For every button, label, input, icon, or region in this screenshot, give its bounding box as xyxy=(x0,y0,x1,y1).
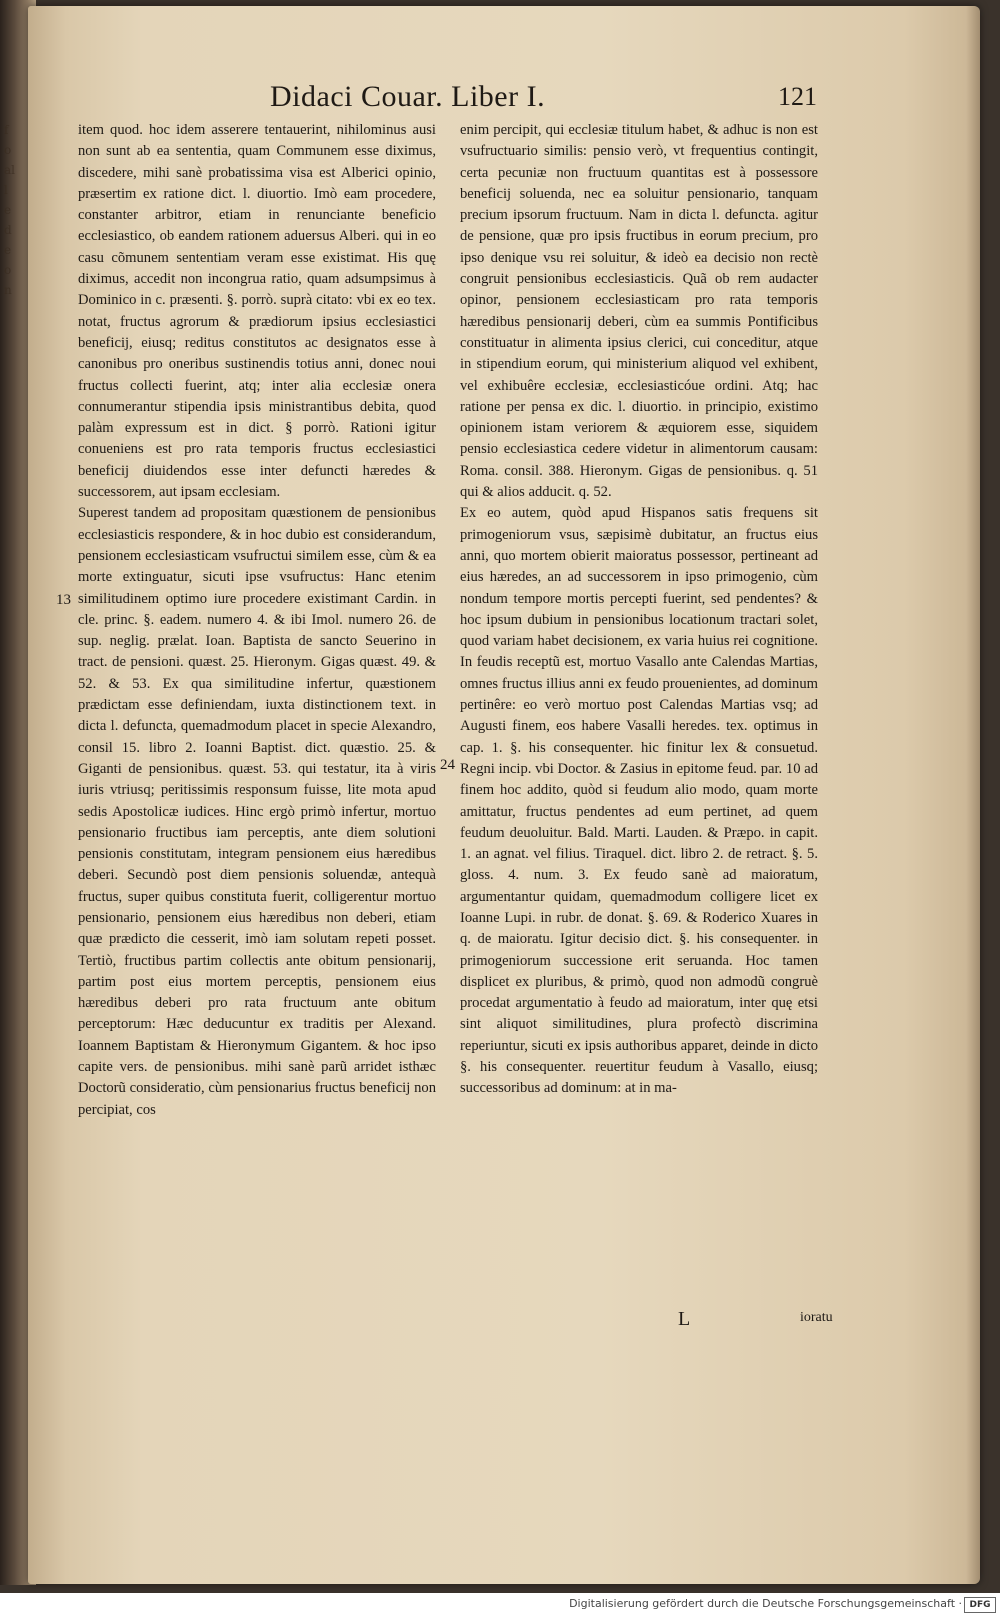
margin-number-13: 13 xyxy=(56,592,71,608)
running-head: Didaci Couar. Liber I. xyxy=(270,80,546,113)
margin-number-24: 24 xyxy=(440,757,455,773)
left-paragraph-1: item quod. hoc idem asserere tentauerint, nihilominus ausi non sunt ab ea sententia, quam Communem esse diximus, discedere, mihi sanè probatissima visa est Alberici opinio, præsertim ex ratione dict. l. diuortio. Imò eam procedere, constanter arbitror, etiam in renunciante beneficio ecclesiastico, ob eandem rationem aduersus Alberi. qui in eo casu cõmunem sententiam veram esse existimat. His quę diximus, accedit non incongrua ratio, quam adsumpsimus à Dominico in c. præsenti. §. porrò. suprà citato: vbi ex eo tex. notat, fructus agrorum & prædiorum ipsius ecclesiastici beneficij, eiusq; reditus constitutos ac designatos esse à canonibus pro oneribus sustinendis totius anni, donec noui fructus collecti fuerint, atq; inter alia ecclesiæ onera connumerantur stipendia ipsis ministrantibus debita, quod palàm expressum est in dict. § porrò. Rationi igitur conueniens est pro rata temporis fructus ecclesiastici beneficij diuidendos esse inter defuncti hæredes & successorem, aut ipsam ecclesiam. xyxy=(78,122,436,501)
footer-credit: Digitalisierung gefördert durch die Deutsche Forschungsgemeinschaft · xyxy=(569,1597,962,1610)
right-paragraph-1: enim percipit, qui ecclesiæ titulum habet, & adhuc is non est vsufructuario similis: pensio verò, vt frequentius contingit, certa pecuniæ non fructuum quantitas est à possessore beneficij soluenda, nec ea soluitur pensionario, tanquam precium ipsorum fructuum. Nam in dicta l. defuncta. agitur de pensione, quæ pro ipsis fructibus in eorum precium, pro ipso denique vsu rei soluitur, & ideò ea decisio non rectè congruit pensionibus ecclesiasticis. Quã ob rem audacter opinor, pensionem ecclesiasticam pro rata temporis hæredibus pensionarij deberi, cùm ea summis Pontificibus constituatur in alimenta ipsius clerici, cui conceditur, atque in stipendium eorum, qui ministerium aliquod vel exhibent, vel exhibuêre ecclesiæ, ecclesiasticóue ordini. Atq; hac ratione per pensa ex dic. l. diuortio. in principio, existimo opinionem istam veriorem & æquiorem esse, siquidem pensio ecclesiastica cedere videtur in alimentorum causam: Roma. consil. 388. Hieronym. Gigas de pensionibus. q. 51 qui & alios adducit. q. 52. xyxy=(460,122,818,501)
left-paragraph-2: Superest tandem ad propositam quæstionem de pensionibus ecclesiasticis respondere, & in hoc dubio est considerandum, pensionem ecclesiasticam vsufructui similem esse, cùm & ea morte extinguatur, sicuti ipse vsufructus: Hanc etenim similitudinem optimo iure procedere existimant Cardin. in cle. princ. §. eadem. numero 4. & ibi Imol. numero 26. de sup. neglig. prælat. Ioan. Baptista de sancto Seuerino in tract. de pensioni. quæst. 25. Hieronym. Gigas quæst. 49. & 52. & 53. Ex qua similitudine infertur, quæstionem prædictam esse definiendam, iuxta distinctionem text. in dicta l. defuncta, quemadmodum placet in specie Alexandro, consil 15. libro 2. Ioanni Baptist. dict. quæstio. 25. & Giganti de pensionibus. quæst. 53. qui testatur, ita à viris iuris vtriusq; peritissimis responsum fuisse, lite mota apud sedis Apostolicæ iudices. Hinc ergò primò infertur, mortuo pensionario fructibus iam perceptis, ante diem solutioni pensionis constitutam, integram pensionem eius hæredibus deberi. Secundò post diem pensionis soluendæ, antequà fructus, super quibus constituta fuerit, colligerentur mortuo pensionario, pensionem eius hæredibus non deberi, etiam quæ prædicto die cesserit, imò iam solutam repeti posset. Tertiò, fructibus partim collectis ante obitum pensionarij, partim post eius mortem perceptis, pensionem eius hæredibus deberi pro rata fructuum ante obitum perceptorum: Hæc deducuntur ex traditis per Alexand. Ioannem Baptistam & Hieronymum Gigantem. & hoc ipso capite vers. de pensionibus. mihi sanè parũ arridet isthæc Doctorũ consideratio, cùm pensionarius fructus beneficij non percipiat, cos xyxy=(78,505,436,1118)
signature-mark: L xyxy=(678,1308,691,1330)
right-paragraph-2: Ex eo autem, quòd apud Hispanos satis frequens sit primogeniorum vsus, sæpisimè dubitatur, an fructus eius anni, quo mortem obierit maioratus possessor, pertineant ad eius hæredes, an ad successorem in ipso primogenio, cùm nondum tempore mortis percepti fuerint, sed pendentes? & hoc ipsum dubium in pensionibus locationum tractari solet, quod variam habet decisionem, ex varia huius rei cognitione. In feudis receptũ est, mortuo Vasallo ante Calendas Martias, omnes fructus illius anni ex feudo prouenientes, ad dominum pertinêre: eo verò mortuo post Calendas Martias vsq; ad Augusti finem, eos habere Vasalli heredes. tex. optimus in cap. 1. §. his consequenter. hic finitur lex & consuetud. Regni incip. vbi Doctor. & Zasius in epitome feud. par. 10 ad finem hoc addito, quòd si feudum alio modo, quam morte amittatur, fructus pendentes ad eum pertinet, ad quem feudum deuoluitur. Bald. Marti. Lauden. & Præpo. in capit. 1. an agnat. vel filius. Tiraquel. dict. libro 2. de retract. §. 5. gloss. 4. num. 3. Ex feudo sanè ad maioratum, argumentantur quidam, quemadmodum colligere licet ex Ioanne Lupi. in rubr. de donat. §. 69. & Roderico Xuares in q. de maioratu. Igitur decisio dict. §. his consequenter. in primogeniorum successione erit seruanda. Hoc tamen displicet ex pluribus, & primò, quod non admodũ congruè procedat argumentatio à feudo ad maioratum, inter quę etsi sint aliquot similitudines, plura profectò discrimina reperiuntur, sicuti ex ipsis authoribus apparet, deinde in dicto §. his consequenter. reuertitur feudum à Vasallo, eiusq; successoribus ad dominum: at in ma- xyxy=(460,505,818,1097)
page-edge-shadow xyxy=(966,6,980,1584)
dfg-logo-icon: DFG xyxy=(964,1597,996,1613)
catchword: ioratu xyxy=(800,1310,833,1325)
left-text-column xyxy=(78,120,436,1121)
right-text-column xyxy=(460,120,818,1100)
page-number: 121 xyxy=(778,82,817,111)
binding-text-fragment: f o al l e d e o n xyxy=(4,123,15,297)
